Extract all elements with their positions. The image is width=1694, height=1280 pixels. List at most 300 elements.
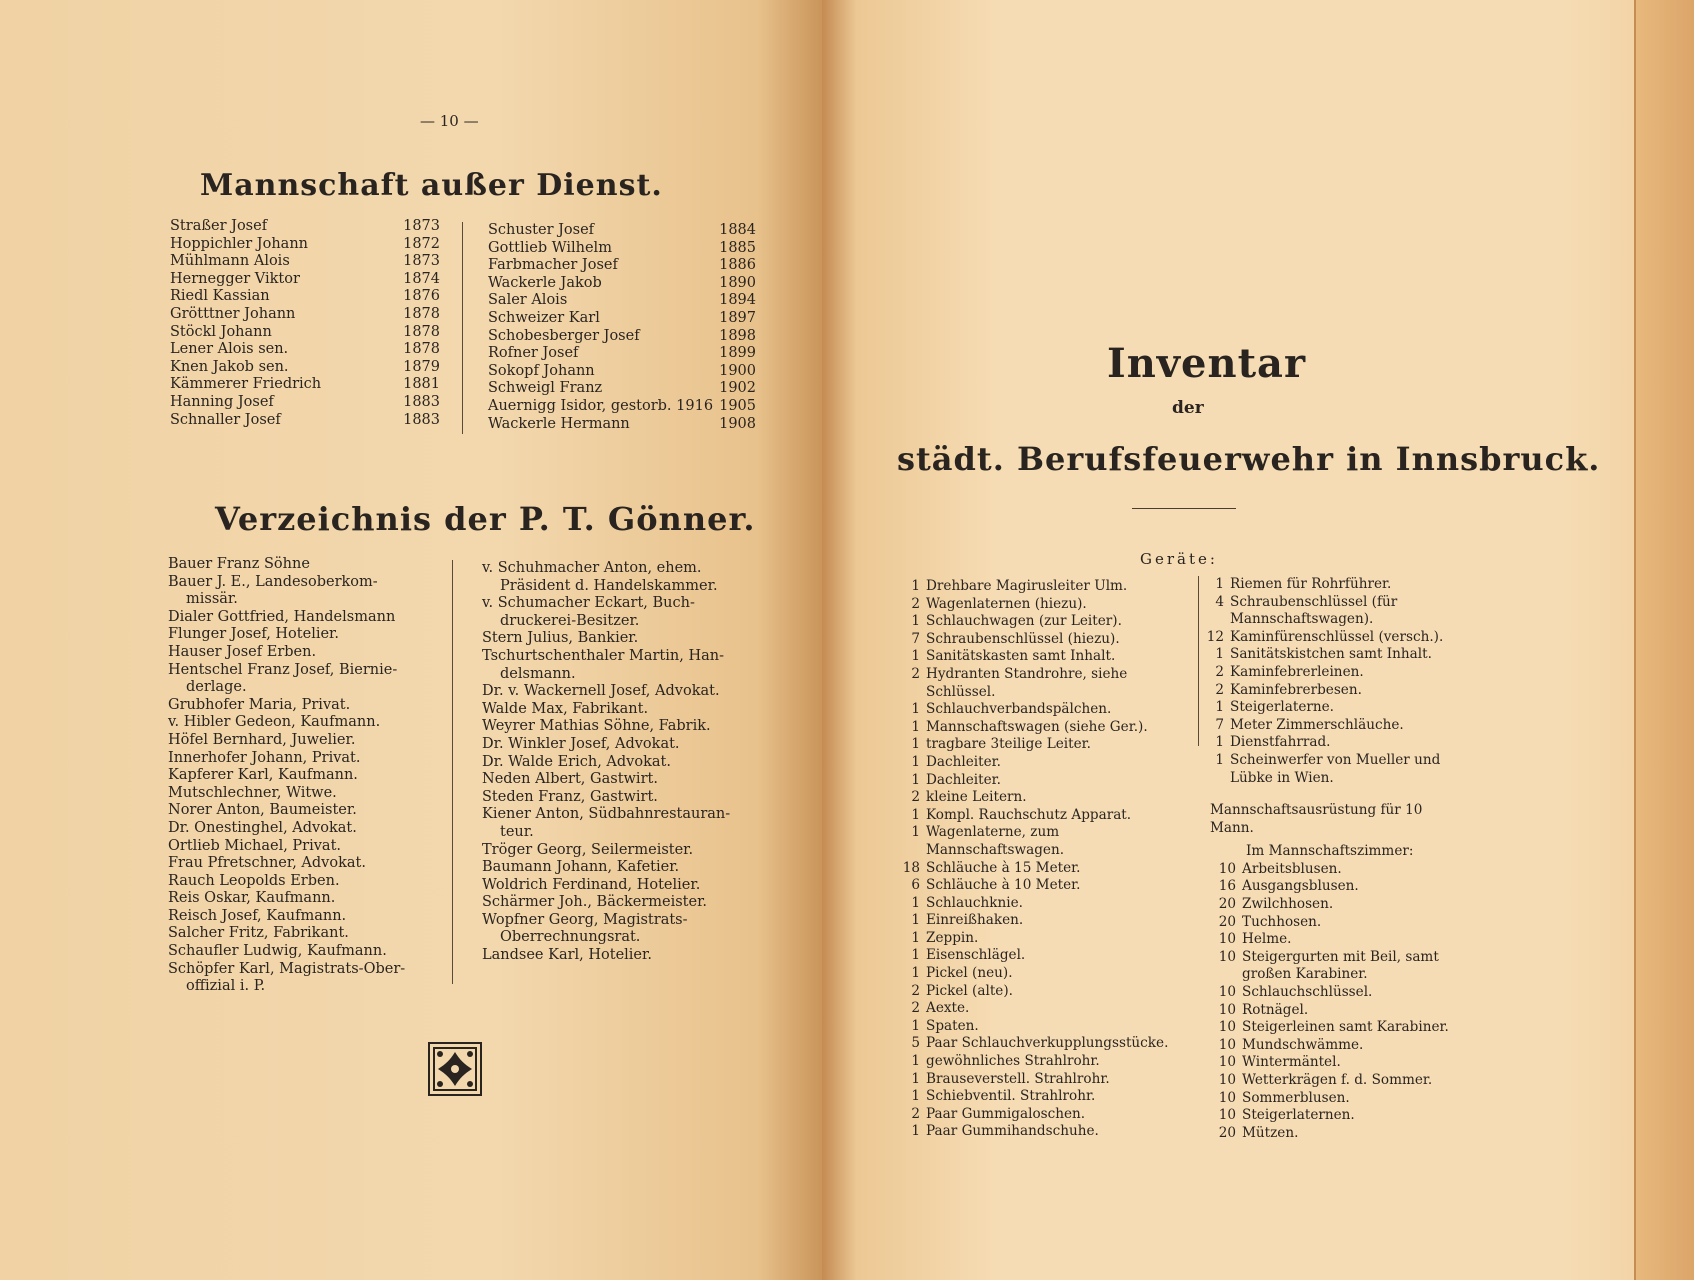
- item-description: Schlauchschlüssel.: [1242, 983, 1373, 1000]
- item-description: Zeppin.: [926, 929, 979, 946]
- donor-line: Neden Albert, Gastwirt.: [482, 771, 658, 788]
- crew-year: 1898: [719, 327, 756, 344]
- donor-line: derlage.: [186, 679, 247, 696]
- equipment-list-right: [1198, 576, 1458, 787]
- inventory-item: [894, 965, 1184, 983]
- item-quantity: 10: [1218, 1019, 1236, 1036]
- item-description: Brauseverstell. Strahlrohr.: [926, 1070, 1110, 1087]
- item-quantity: 1: [911, 578, 920, 594]
- donor-line: Innerhofer Johann, Privat.: [168, 749, 361, 766]
- crew-row: [170, 412, 440, 430]
- donor-list-right: [482, 560, 752, 965]
- donor-entry: [168, 838, 428, 856]
- donor-line: Oberrechnungsrat.: [500, 929, 641, 946]
- item-description: Riemen für Rohrführer.: [1230, 576, 1392, 592]
- item-description: Wagenlaterne, zum Mannschaftswagen.: [926, 824, 1065, 858]
- donor-entry: [482, 630, 752, 648]
- donor-line: teur.: [500, 823, 534, 840]
- donor-entry: [482, 560, 752, 595]
- item-description: Paar Gummigaloschen.: [926, 1105, 1086, 1122]
- crew-year: 1879: [403, 358, 440, 375]
- donor-line: Tschurtschenthaler Martin, Han-: [482, 647, 724, 664]
- crew-name: Lener Alois sen.: [170, 341, 289, 358]
- inventory-title: Inventar: [1107, 340, 1307, 387]
- crew-row: [488, 310, 756, 328]
- item-description: Mundschwämme.: [1242, 1036, 1364, 1053]
- donor-entry: [168, 802, 428, 820]
- item-quantity: 4: [1215, 593, 1224, 610]
- donor-line: Flunger Josef, Hotelier.: [168, 626, 339, 643]
- item-quantity: 1: [1215, 751, 1224, 768]
- item-description: Paar Schlauchverkupplungsstücke.: [926, 1035, 1169, 1052]
- inventory-item: [1198, 594, 1458, 629]
- inventory-item: [1210, 1054, 1460, 1072]
- donor-entry: [168, 714, 428, 732]
- crew-year: 1883: [403, 411, 440, 428]
- item-description: Schraubenschlüssel (für Mannschaftswagen).: [1230, 593, 1398, 628]
- item-quantity: 6: [911, 877, 920, 894]
- inventory-item: [1198, 752, 1458, 787]
- item-description: Kaminfebrerleinen.: [1230, 663, 1364, 680]
- donor-entry: [168, 873, 428, 891]
- crew-name: Knen Jakob sen.: [170, 358, 289, 375]
- crew-row: [488, 416, 756, 434]
- item-quantity: 2: [911, 595, 920, 612]
- item-description: Schraubenschlüssel (hiezu).: [926, 630, 1120, 647]
- crew-name: Kämmerer Friedrich: [170, 376, 322, 393]
- item-quantity: 1: [911, 1017, 920, 1034]
- inventory-item: [894, 772, 1184, 790]
- donor-entry: [168, 556, 428, 574]
- item-quantity: 2: [911, 789, 920, 806]
- item-description: Hydranten Standrohre, siehe Schlüssel.: [926, 665, 1128, 700]
- item-quantity: 2: [1215, 681, 1224, 698]
- crew-name: Schuster Josef: [488, 222, 595, 238]
- donor-entry: [482, 912, 752, 947]
- item-quantity: 12: [1206, 628, 1224, 645]
- crew-year: 1886: [719, 257, 756, 274]
- item-quantity: 10: [1218, 931, 1236, 948]
- item-description: Kaminfebrerbesen.: [1230, 681, 1362, 698]
- inventory-item: [894, 877, 1184, 895]
- crew-name: Hanning Josef: [170, 393, 274, 410]
- left-page: [0, 0, 822, 1280]
- item-quantity: 1: [911, 894, 920, 911]
- donor-line: Höfel Bernhard, Juwelier.: [168, 731, 356, 748]
- crew-name: Riedl Kassian: [170, 288, 270, 305]
- item-quantity: 1: [911, 718, 920, 735]
- donor-entry: [482, 754, 752, 772]
- donor-line: offizial i. P.: [186, 978, 266, 995]
- donor-line: Baumann Johann, Kafetier.: [482, 859, 680, 876]
- inventory-item: [894, 613, 1184, 631]
- inventory-item: [894, 860, 1184, 878]
- item-description: tragbare 3teilige Leiter.: [926, 736, 1091, 753]
- item-description: Meter Zimmerschläuche.: [1230, 716, 1404, 733]
- crew-year: 1874: [403, 270, 440, 287]
- item-description: Schlauchverbandspälchen.: [926, 701, 1112, 718]
- crew-name: Sokopf Johann: [488, 362, 595, 379]
- donor-line: Tröger Georg, Seilermeister.: [482, 841, 694, 858]
- donor-entry: [482, 859, 752, 877]
- crew-year: 1908: [719, 415, 756, 432]
- crew-name: Schweigl Franz: [488, 380, 603, 397]
- crew-name: Gottlieb Wilhelm: [488, 239, 612, 256]
- donor-line: Bauer Franz Söhne: [168, 556, 310, 572]
- item-quantity: 1: [911, 947, 920, 964]
- donor-entry: [482, 701, 752, 719]
- crew-row: [170, 324, 440, 342]
- donor-line: Präsident d. Handelskammer.: [500, 577, 718, 594]
- item-quantity: 2: [911, 665, 920, 682]
- item-description: Helme.: [1242, 931, 1292, 948]
- donor-line: Landsee Karl, Hotelier.: [482, 947, 652, 964]
- inventory-item: [1210, 949, 1460, 984]
- inventory-item: [894, 824, 1184, 859]
- item-description: Wetterkrägen f. d. Sommer.: [1242, 1071, 1433, 1088]
- inventory-item: [894, 789, 1184, 807]
- item-quantity: 10: [1218, 1089, 1236, 1106]
- donor-line: delsmann.: [500, 665, 576, 682]
- equipment-list-left: [894, 578, 1184, 1141]
- inventory-item: [894, 930, 1184, 948]
- donor-entry: [482, 718, 752, 736]
- inventory-item: [1210, 984, 1460, 1002]
- inventory-item: [894, 1071, 1184, 1089]
- crew-name: Farbmacher Josef: [488, 257, 618, 274]
- inventory-item: [1198, 699, 1458, 717]
- inventory-item: [1210, 931, 1460, 949]
- item-description: Paar Gummihandschuhe.: [926, 1123, 1099, 1140]
- donor-entry: [482, 806, 752, 841]
- crew-name: Rofner Josef: [488, 345, 579, 362]
- item-quantity: 10: [1218, 1107, 1236, 1124]
- item-description: Wintermäntel.: [1242, 1054, 1341, 1071]
- crew-row: [488, 398, 756, 416]
- item-description: Kaminfürenschlüssel (versch.).: [1230, 628, 1444, 645]
- crew-year: 1897: [719, 309, 756, 326]
- inventory-item: [894, 719, 1184, 737]
- page-number: — 10 —: [420, 112, 479, 130]
- item-quantity: 1: [1215, 576, 1224, 592]
- inventory-item: [894, 1053, 1184, 1071]
- crew-name: Wackerle Jakob: [488, 274, 602, 291]
- inventory-item: [1198, 629, 1458, 647]
- crew-row: [170, 218, 440, 236]
- inventory-item: [1210, 1090, 1460, 1108]
- inventory-item: [1210, 1072, 1460, 1090]
- donor-line: Dialer Gottfried, Handelsmann: [168, 608, 396, 625]
- crew-year: 1894: [719, 292, 756, 309]
- donors-title: Verzeichnis der P. T. Gönner.: [215, 500, 756, 538]
- donor-entry: [168, 767, 428, 785]
- crew-list-left: [170, 218, 440, 429]
- donor-entry: [168, 925, 428, 943]
- crew-name: Hernegger Viktor: [170, 270, 300, 287]
- donor-entry: [482, 894, 752, 912]
- donor-line: Hauser Josef Erben.: [168, 643, 317, 660]
- inventory-item: [894, 912, 1184, 930]
- donor-entry: [168, 961, 428, 996]
- item-quantity: 18: [902, 859, 920, 876]
- crew-year: 1878: [403, 341, 440, 358]
- donor-entry: [168, 855, 428, 873]
- donor-line: Schöpfer Karl, Magistrats-Ober-: [168, 960, 406, 977]
- inventory-item: [894, 596, 1184, 614]
- item-description: Pickel (alte).: [926, 982, 1013, 999]
- donor-line: Weyrer Mathias Söhne, Fabrik.: [482, 718, 711, 735]
- item-description: Kompl. Rauchschutz Apparat.: [926, 806, 1132, 823]
- crew-year: 1885: [719, 239, 756, 256]
- donor-entry: [168, 609, 428, 627]
- crew-row: [488, 380, 756, 398]
- inventory-item: [894, 701, 1184, 719]
- item-description: Drehbare Magirusleiter Ulm.: [926, 578, 1128, 594]
- item-quantity: 1: [911, 824, 920, 841]
- item-quantity: 10: [1218, 1054, 1236, 1071]
- donor-entry: [482, 683, 752, 701]
- inventory-item: [894, 648, 1184, 666]
- crew-year: 1902: [719, 380, 756, 397]
- item-description: Sommerblusen.: [1242, 1089, 1350, 1106]
- item-description: Sanitätskistchen samt Inhalt.: [1230, 646, 1432, 663]
- item-description: Tuchhosen.: [1242, 913, 1322, 930]
- item-quantity: 1: [911, 753, 920, 770]
- item-quantity: 10: [1218, 983, 1236, 1000]
- crew-row: [170, 236, 440, 254]
- donor-line: Woldrich Ferdinand, Hotelier.: [482, 876, 701, 893]
- crew-name: Straßer Josef: [170, 218, 268, 234]
- item-quantity: 1: [911, 965, 920, 982]
- item-quantity: 1: [911, 736, 920, 753]
- crew-row: [488, 275, 756, 293]
- donor-line: druckerei-Besitzer.: [500, 612, 640, 629]
- section-zimmer: Im Mannschaftszimmer:: [1246, 843, 1414, 860]
- crew-name: Saler Alois: [488, 292, 568, 309]
- item-description: gewöhnliches Strahlrohr.: [926, 1053, 1100, 1070]
- crew-year: 1878: [403, 323, 440, 340]
- crew-row: [170, 394, 440, 412]
- right-page: [822, 0, 1694, 1280]
- item-quantity: 10: [1218, 1036, 1236, 1053]
- donor-line: Ortlieb Michael, Privat.: [168, 837, 342, 854]
- donor-line: Schärmer Joh., Bäckermeister.: [482, 894, 708, 911]
- donor-entry: [482, 947, 752, 965]
- item-quantity: 1: [911, 1053, 920, 1070]
- item-description: Ausgangsblusen.: [1242, 878, 1359, 895]
- inventory-item: [894, 1088, 1184, 1106]
- item-quantity: 20: [1218, 913, 1236, 930]
- room-list: [1210, 861, 1460, 1143]
- donor-line: Dr. Winkler Josef, Advokat.: [482, 735, 680, 752]
- donor-line: Bauer J. E., Landesoberkom-: [168, 573, 378, 590]
- item-description: Schläuche à 10 Meter.: [926, 877, 1081, 894]
- donor-line: Rauch Leopolds Erben.: [168, 872, 340, 889]
- donor-entry: [168, 820, 428, 838]
- crew-year: 1876: [403, 288, 440, 305]
- item-quantity: 1: [911, 1123, 920, 1140]
- item-quantity: 10: [1218, 860, 1236, 877]
- donor-line: Reis Oskar, Kaufmann.: [168, 890, 336, 907]
- inventory-item: [894, 1018, 1184, 1036]
- inventory-item: [894, 895, 1184, 913]
- crew-year: 1881: [403, 376, 440, 393]
- crew-row: [488, 222, 756, 240]
- crew-year: 1905: [719, 397, 756, 414]
- item-quantity: 10: [1218, 1071, 1236, 1088]
- item-quantity: 10: [1218, 1001, 1236, 1018]
- title-rule: [1132, 508, 1236, 509]
- crew-name: Hoppichler Johann: [170, 235, 308, 252]
- donor-line: Frau Pfretschner, Advokat.: [168, 855, 366, 872]
- donor-entry: [168, 732, 428, 750]
- donor-line: Grubhofer Maria, Privat.: [168, 696, 351, 713]
- inventory-item: [894, 754, 1184, 772]
- item-description: Zwilchhosen.: [1242, 895, 1334, 912]
- donor-entry: [168, 697, 428, 715]
- donor-entry: [168, 890, 428, 908]
- item-description: kleine Leitern.: [926, 789, 1027, 806]
- inventory-item: [894, 578, 1184, 596]
- donor-line: v. Schumacher Eckart, Buch-: [482, 595, 695, 612]
- item-quantity: 1: [911, 613, 920, 630]
- inventory-item: [894, 1123, 1184, 1141]
- crew-year: 1883: [403, 393, 440, 410]
- donor-line: v. Schuhmacher Anton, ehem.: [482, 560, 702, 576]
- item-description: Steigerlaternen.: [1242, 1107, 1355, 1124]
- inventory-item: [894, 666, 1184, 701]
- donor-line: Mutschlechner, Witwe.: [168, 784, 337, 801]
- inventory-item: [894, 736, 1184, 754]
- item-description: Wagenlaternen (hiezu).: [926, 595, 1087, 612]
- donor-line: Dr. Onestinghel, Advokat.: [168, 819, 357, 836]
- crew-row: [170, 253, 440, 271]
- donor-entry: [482, 648, 752, 683]
- item-description: Rotnägel.: [1242, 1001, 1309, 1018]
- column-divider: [452, 560, 453, 984]
- item-quantity: 1: [911, 929, 920, 946]
- item-description: Schlauchknie.: [926, 894, 1023, 911]
- crew-year: 1873: [403, 253, 440, 270]
- inventory-item: [1210, 878, 1460, 896]
- item-quantity: 10: [1218, 948, 1236, 965]
- item-quantity: 16: [1218, 878, 1236, 895]
- item-description: Steigerlaterne.: [1230, 699, 1334, 716]
- donor-line: Wopfner Georg, Magistrats-: [482, 911, 688, 928]
- item-description: Spaten.: [926, 1017, 979, 1034]
- item-quantity: 1: [911, 648, 920, 665]
- item-quantity: 20: [1218, 895, 1236, 912]
- inventory-item: [894, 631, 1184, 649]
- crew-row: [170, 341, 440, 359]
- item-quantity: 1: [1215, 734, 1224, 751]
- inventory-item: [1210, 914, 1460, 932]
- crew-row: [488, 328, 756, 346]
- crew-name: Schnaller Josef: [170, 411, 281, 428]
- item-description: Mannschaftswagen (siehe Ger.).: [926, 718, 1148, 735]
- item-description: Schlauchwagen (zur Leiter).: [926, 613, 1122, 630]
- crew-list-right: [488, 222, 756, 433]
- inventory-item: [894, 983, 1184, 1001]
- item-quantity: 2: [911, 1105, 920, 1122]
- section-ausruestung: Mannschaftsausrüstung für 10 Mann.: [1210, 802, 1423, 836]
- item-quantity: 1: [911, 701, 920, 718]
- donor-line: Salcher Fritz, Fabrikant.: [168, 925, 349, 942]
- item-quantity: 1: [1215, 699, 1224, 716]
- item-description: Steigergurten mit Beil, samt großen Karabiner.: [1242, 948, 1439, 983]
- inventory-item: [1210, 861, 1460, 879]
- inventory-item: [894, 1106, 1184, 1124]
- crew-equipment-section: [1210, 802, 1460, 1142]
- crew-year: 1899: [719, 345, 756, 362]
- item-description: Aexte.: [926, 1000, 970, 1017]
- item-quantity: 1: [911, 771, 920, 788]
- item-quantity: 7: [1215, 716, 1224, 733]
- item-description: Sanitätskasten samt Inhalt.: [926, 648, 1116, 665]
- item-description: Dachleiter.: [926, 771, 1001, 788]
- inventory-item: [894, 1000, 1184, 1018]
- item-description: Steigerleinen samt Karabiner.: [1242, 1019, 1449, 1036]
- inventory-item: [1198, 734, 1458, 752]
- donor-line: v. Hibler Gedeon, Kaufmann.: [168, 714, 381, 731]
- donor-line: Kiener Anton, Südbahnrestauran-: [482, 806, 731, 823]
- item-description: Mützen.: [1242, 1124, 1299, 1141]
- inventory-item: [1210, 1107, 1460, 1125]
- donor-entry: [482, 736, 752, 754]
- donor-line: Stern Julius, Bankier.: [482, 630, 639, 647]
- item-description: Dienstfahrrad.: [1230, 734, 1331, 751]
- item-description: Eisenschlägel.: [926, 947, 1026, 964]
- inventory-item: [1210, 896, 1460, 914]
- crew-name: Auernigg Isidor, gestorb. 1916: [488, 397, 714, 414]
- inventory-item: [894, 807, 1184, 825]
- donor-line: Norer Anton, Baumeister.: [168, 802, 357, 819]
- crew-year: 1878: [403, 305, 440, 322]
- item-description: Schiebventil. Strahlrohr.: [926, 1088, 1096, 1105]
- donor-entry: [168, 943, 428, 961]
- inventory-der: der: [1172, 398, 1204, 418]
- donor-line: Kapferer Karl, Kaufmann.: [168, 767, 358, 784]
- donor-line: Dr. Walde Erich, Advokat.: [482, 753, 671, 770]
- crew-year: 1900: [719, 362, 756, 379]
- item-quantity: 2: [1215, 663, 1224, 680]
- item-description: Scheinwerfer von Mueller und Lübke in Wien.: [1230, 751, 1441, 786]
- crew-year: 1890: [719, 274, 756, 291]
- crew-row: [170, 271, 440, 289]
- item-quantity: 2: [911, 982, 920, 999]
- donor-entry: [168, 785, 428, 803]
- inventory-item: [1210, 1002, 1460, 1020]
- crew-name: Schweizer Karl: [488, 309, 600, 326]
- crew-name: Stöckl Johann: [170, 323, 272, 340]
- inventory-item: [1198, 682, 1458, 700]
- crew-row: [170, 288, 440, 306]
- crew-year: 1872: [403, 235, 440, 252]
- donor-entry: [482, 595, 752, 630]
- item-description: Dachleiter.: [926, 753, 1001, 770]
- item-quantity: 1: [911, 912, 920, 929]
- donor-line: Reisch Josef, Kaufmann.: [168, 907, 347, 924]
- crew-row: [488, 345, 756, 363]
- crew-year: 1873: [403, 218, 440, 234]
- item-description: Einreißhaken.: [926, 912, 1024, 929]
- donor-line: Dr. v. Wackernell Josef, Advokat.: [482, 683, 720, 700]
- inventory-item: [1210, 1037, 1460, 1055]
- donor-list-left: [168, 556, 428, 996]
- item-quantity: 1: [911, 1088, 920, 1105]
- crew-name: Grötttner Johann: [170, 305, 296, 322]
- crew-row: [488, 240, 756, 258]
